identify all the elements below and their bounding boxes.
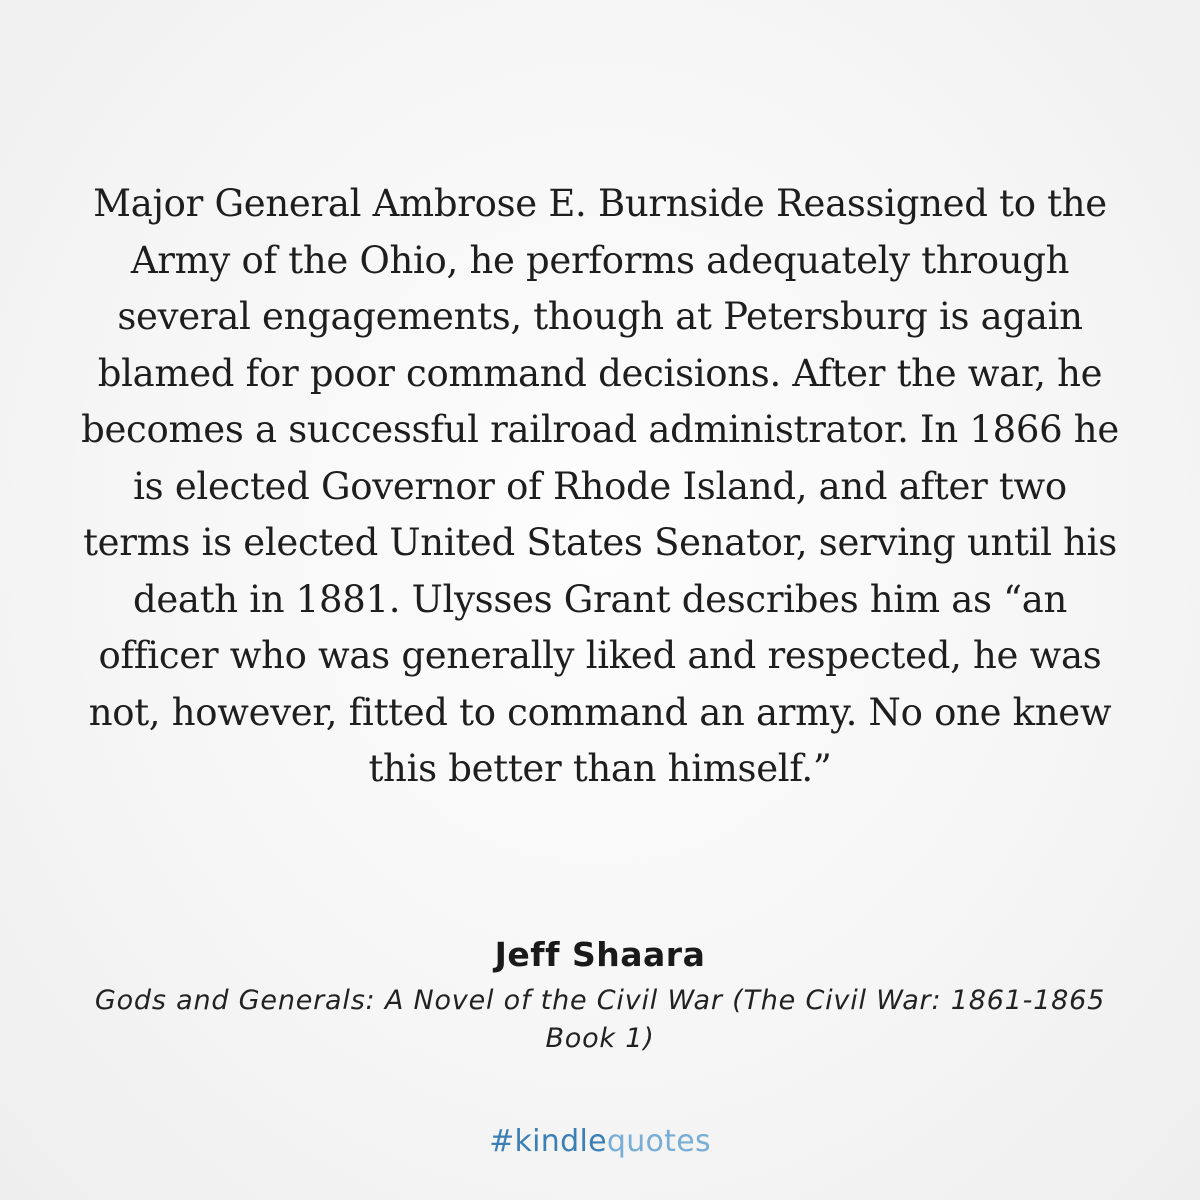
author-name: Jeff Shaara: [494, 935, 706, 974]
book-title: Gods and Generals: A Novel of the Civil War (The Civil War: 1861-1865 Book 1): [94, 985, 1106, 1054]
kindlequotes-hashtag: [0, 1122, 1200, 1162]
hashtag-primary: #kindle: [489, 1124, 607, 1159]
quote-text: Major General Ambrose E. Burnside Reassigned to the Army of the Ohio, he performs adequately through several engagements, though at Petersburg is again blamed for poor command decisions. After the war, he becomes a successful railroad administrator. In 1866 he is elected Governor of Rhode Island, and after two terms is elected United States Senator, serving until his death in 1881. Ulysses Grant describes him as “an officer who was generally liked and respected, he was not, however, fitted to command an army. No one knew this better than himself.”: [81, 182, 1119, 790]
attribution: [60, 932, 1140, 1058]
hashtag-secondary: quotes: [606, 1124, 711, 1159]
